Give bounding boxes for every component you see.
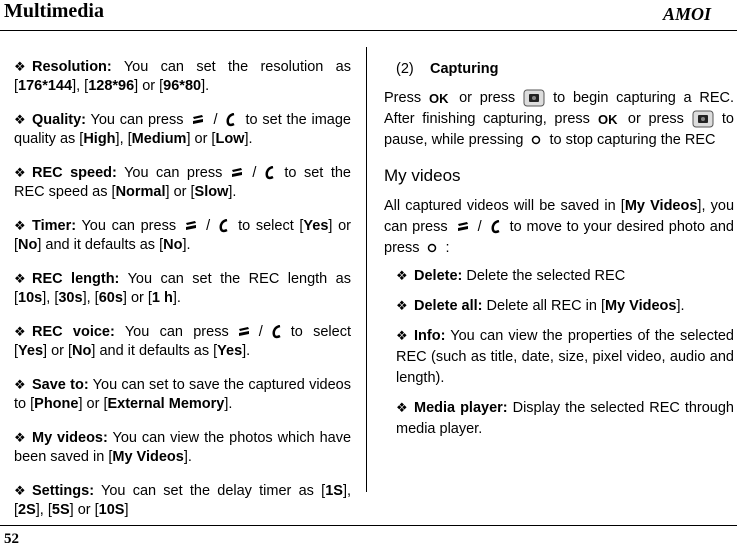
my-videos-heading: My videos [384,166,461,185]
diamond-bullet-icon: ❖ [14,165,26,180]
settings-item: ❖ Settings: You can set the delay timer as [1S], [2S], [5S] or [10S] [14,483,351,518]
delete-item: ❖ Delete: Delete the selected REC [396,265,734,287]
diamond-bullet-icon: ❖ [14,324,26,339]
center-key-icon [531,135,541,145]
amoi-logo [661,2,731,24]
diamond-bullet-icon: ❖ [396,328,408,343]
left-column [14,57,351,534]
diamond-bullet-icon: ❖ [14,377,26,392]
right-column [384,59,734,448]
resolution-item: ❖ Resolution: You can set the resolution as [176*144], [128*96] or [96*80]. [14,59,351,94]
my-videos-item: ❖ My videos: You can view the photos which have been saved in [My Videos]. [14,430,352,465]
diamond-bullet-icon: ❖ [14,430,26,445]
camera-key-icon [523,89,545,107]
delete-all-item: ❖ Delete all: Delete all REC in [My Videos]. [396,295,734,317]
timer-item: ❖ Timer: You can press / to select [Yes] or [No] and it defaults as [No]. [14,218,351,253]
info-item: ❖ Info: You can view the properties of the selected REC (such as title, date, size, pixel video, audio and length). [396,325,734,389]
section-heading: (2) Capturing [396,61,499,77]
my-videos-intro: All captured videos will be saved in [My Videos], you can press / to move to your desired photo and press : [384,198,735,256]
right-soft-key-icon [225,113,237,127]
column-divider [366,47,367,492]
rec-length-item: ❖ REC length: You can set the REC length as [10s], [30s], [60s] or [1 h]. [14,271,351,306]
right-soft-key-icon [264,166,276,180]
footer-rule [0,525,737,526]
right-soft-key-icon [271,325,283,339]
capturing-paragraph: Press OK or press to begin capturing a REC. After finishing capturing, press OK or press to pause, while pressing to stop capturing the REC [384,90,734,148]
diamond-bullet-icon: ❖ [14,483,26,498]
right-soft-key-icon [218,219,230,233]
center-key-icon [427,243,437,253]
svg-text:OK: OK [597,112,618,127]
camera-key-icon [692,110,714,128]
page-number: 52 [4,531,19,547]
diamond-bullet-icon: ❖ [14,271,26,286]
svg-text:AMOI: AMOI [663,4,712,24]
diamond-bullet-icon: ❖ [396,298,408,313]
diamond-bullet-icon: ❖ [396,268,408,283]
rec-speed-item: ❖ REC speed: You can press / to set the REC speed as [Normal] or [Slow]. [14,165,351,200]
header-rule [0,30,737,31]
rec-voice-item: ❖ REC voice: You can press / to select [Yes] or [No] and it defaults as [Yes]. [14,324,351,359]
quality-item: ❖ Quality: You can press / to set the image quality as [High], [Medium] or [Low]. [14,112,351,147]
ok-key-icon [429,91,451,105]
diamond-bullet-icon: ❖ [14,59,26,74]
right-soft-key-icon [490,220,502,234]
save-to-item: ❖ Save to: You can set to save the captured videos to [Phone] or [External Memory]. [14,377,351,412]
diamond-bullet-icon: ❖ [14,218,26,233]
diamond-bullet-icon: ❖ [396,400,408,415]
ok-key-icon [598,112,620,126]
left-soft-key-icon [184,220,198,232]
media-player-item: ❖ Media player: Display the selected REC through media player. [396,397,734,440]
left-soft-key-icon [456,221,470,233]
diamond-bullet-icon: ❖ [14,112,26,127]
left-soft-key-icon [237,326,251,338]
svg-text:OK: OK [429,91,449,106]
left-soft-key-icon [191,114,205,126]
left-soft-key-icon [230,167,244,179]
page-title: Multimedia [4,0,104,22]
